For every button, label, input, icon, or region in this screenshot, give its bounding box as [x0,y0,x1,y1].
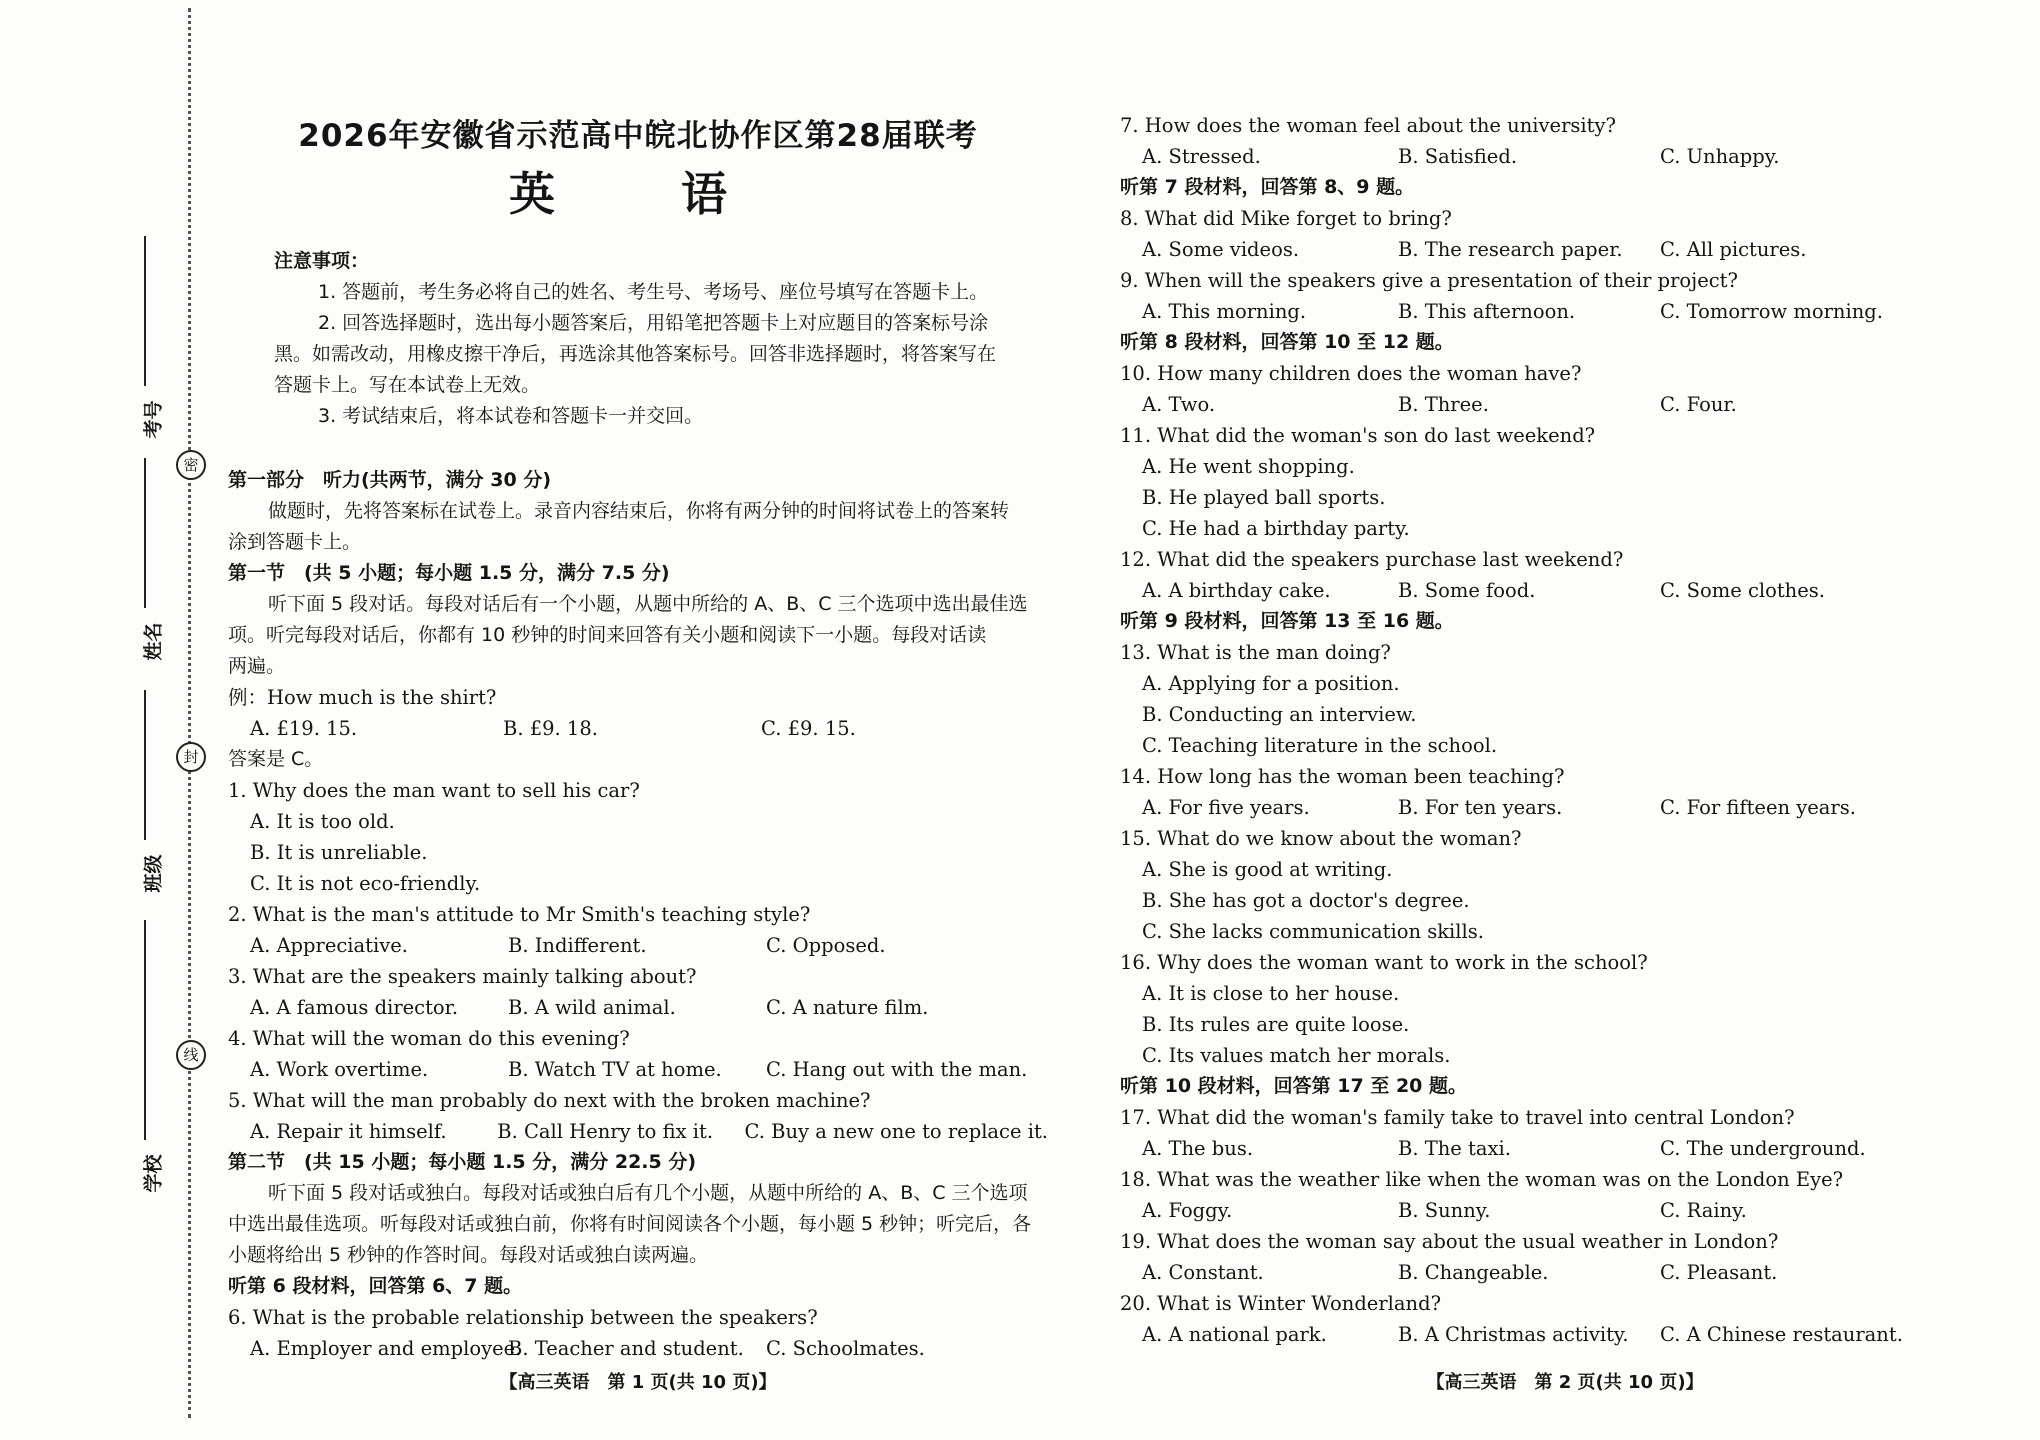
part1-heading: 第一部分 听力(共两节，满分 30 分) [228,469,552,491]
material-10: 听第 10 段材料，回答第 17 至 20 题。 [1120,1075,1468,1097]
example-question: 例：How much is the shirt? [228,686,497,709]
material-8: 听第 8 段材料，回答第 10 至 12 题。 [1120,331,1454,353]
example-options: A. £19. 15. B. £9. 18. C. £9. 15. [250,717,856,740]
seal-mark-feng: 封 [176,742,206,772]
question-7: 7. How does the woman feel about the university? [1120,114,1616,137]
example-answer: 答案是 C。 [228,748,324,770]
page-2 [1120,0,2010,1440]
question-12: 12. What did the speakers purchase last weekend? [1120,548,1624,571]
question-11: 11. What did the woman's son do last weekend? [1120,424,1596,447]
notice-section: 注意事项： 1. 答题前，考生务必将自己的姓名、考生号、考场号、座位号填写在答题卡上。 2. 回答选择题时，选出每小题答案后，用铅笔把答题卡上对应题目的答案标号涂 黑。如需改动，用橡皮擦干净后，再选涂其他答案标号。回答非选择题时，将答案写在 答题卡上。写在本试卷上无效。 3. 考试结束后，将本试卷和答题卡一并交回。 [228,246,1048,432]
question-13: 13. What is the man doing? [1120,641,1391,664]
section1-heading: 第一节 (共 5 小题；每小题 1.5 分，满分 7.5 分) [228,562,670,584]
page-2-footer: 【高三英语 第 2 页(共 10 页)】 [1426,1372,1704,1393]
question-14: 14. How long has the woman been teaching? [1120,765,1565,788]
page-2-content: 7. How does the woman feel about the university? A. Stressed. B. Satisfied. C. Unhappy. 听第 7 段材料，回答第 8、9 题。 8. What did Mike forget to bring? A. Some videos. B. The research paper. C. All pictures. 9. When will the speakers give a presentation of their project? A. This morning. B. This afternoon. C. Tomorrow morning. 听第 8 段材料，回答第 10 至 12 题。 10. How many children does the woman have? A. Two. B. Three. C. Four. 11. What did the woman's son do last weekend? A. He went shopping. B. He played ball sports. C. He had a birthday party. 12. What did the speakers purchase last weekend? A. A birthday cake. B. Some food. C. Some clothes. 听第 9 段材料，回答第 13 至 16 题。 13. What is the man doing? A. Applying for a position. B. Conducting an interview. C. Teaching literature in the school. 14. How long has the woman been teaching? A. For five years. B. For ten years. C. For fifteen years. 15. What do we know about the woman? A. She is good at writing. B. She has got a doctor's degree. C. She lacks communication skills. 16. Why does the woman want to work in the school? A. It is close to her house. B. Its rules are quite loose. C. Its values match her morals. 听第 10 段材料，回答第 17 至 20 题。 17. What did the woman's family take to travel into central London? A. The bus. B. The taxi. C. The underground. 18. What was the weather like when the woman was on the London Eye? A. Foggy. B. Sunny. C. Rainy. 19. What does the woman say about the usual weather in London? A. Constant. B. Changeable. C. Pleasant. 20. What is Winter Wonderland? A. A national park. B. A Christmas activity. C. A Chinese restaurant. [1120,110,2010,1350]
material-6: 听第 6 段材料，回答第 6、7 题。 [228,1275,523,1297]
question-9: 9. When will the speakers give a presentation of their project? [1120,269,1738,292]
question-18: 18. What was the weather like when the woman was on the London Eye? [1120,1168,1844,1191]
notice-heading: 注意事项： [274,250,370,272]
question-3: 3. What are the speakers mainly talking about? [228,965,697,988]
question-5: 5. What will the man probably do next with the broken machine? [228,1089,871,1112]
part1-block: 第一部分 听力(共两节，满分 30 分) 做题时，先将答案标在试卷上。录音内容结束后，你将有两分钟的时间将试卷上的答案转 涂到答题卡上。 第一节 (共 5 小题；每小题 1.5 分，满分 7.5 分) 听下面 5 段对话。每段对话后有一个小题，从题中所给的 A、B、C 三个选项中选出最佳选 项。听完每段对话后，你都有 10 秒钟的时间来回答有关小题和阅读下一小题。每段对话读 两遍。 例：How much is the shirt? A. £19. 15. B. £9. 18. C. £9. 15. 答案是 C。 1. Why does the man want to sell his car? A. It is too old. B. It is unreliable. C. It is not eco-friendly. 2. What is the man's attitude to Mr Smith's teaching style? A. Appreciative. B. Indifferent. C. Opposed. 3. What are the speakers mainly talking about? A. A famous director. B. A wild animal. C. A nature film. 4. What will the woman do this evening? A. Work overtime. B. Watch TV at home. C. Hang out with the man. 5. What will the man probably do next with the broken machine? A. Repair it himself. B. Call Henry to fix it. C. Buy a new one to replace it. 第二节 (共 15 小题；每小题 1.5 分，满分 22.5 分) 听下面 5 段对话或独白。每段对话或独白后有几个小题，从题中所给的 A、B、C 三个选项 中选出最佳选项。听每段对话或独白前，你将有时间阅读各个小题，每小题 5 秒钟；听完后，各 小题将给出 5 秒钟的作答时间。每段对话或独白读两遍。 听第 6 段材料，回答第 6、7 题。 6. What is the probable relationship between the speakers? A. Employer and employee. B. Teacher and student. C. Schoolmates. [228,465,1048,1364]
question-6: 6. What is the probable relationship between the speakers? [228,1306,818,1329]
question-1: 1. Why does the man want to sell his car? [228,779,640,802]
question-4: 4. What will the woman do this evening? [228,1027,630,1050]
page-1-footer: 【高三英语 第 1 页(共 10 页)】 [499,1372,777,1393]
material-9: 听第 9 段材料，回答第 13 至 16 题。 [1120,610,1454,632]
section2-heading: 第二节 (共 15 小题；每小题 1.5 分，满分 22.5 分) [228,1151,697,1173]
question-16: 16. Why does the woman want to work in the school? [1120,951,1648,974]
exam-subject: 英 语 [509,167,767,221]
question-2: 2. What is the man's attitude to Mr Smith's teaching style? [228,903,811,926]
question-17: 17. What did the woman's family take to travel into central London? [1120,1106,1795,1129]
question-10: 10. How many children does the woman have? [1120,362,1582,385]
seal-dotted-line [188,8,191,1418]
exam-title: 2026年安徽省示范高中皖北协作区第28届联考 [298,118,978,154]
seal-mark-mi: 密 [176,450,206,480]
seal-mark-xian: 线 [176,1040,206,1070]
binding-margin: 密 封 线 考号 姓名 班级 学校 [0,0,210,1440]
page-1 [228,0,1048,1440]
question-19: 19. What does the woman say about the usual weather in London? [1120,1230,1779,1253]
question-15: 15. What do we know about the woman? [1120,827,1522,850]
question-8: 8. What did Mike forget to bring? [1120,207,1452,230]
question-20: 20. What is Winter Wonderland? [1120,1292,1442,1315]
material-7: 听第 7 段材料，回答第 8、9 题。 [1120,176,1415,198]
